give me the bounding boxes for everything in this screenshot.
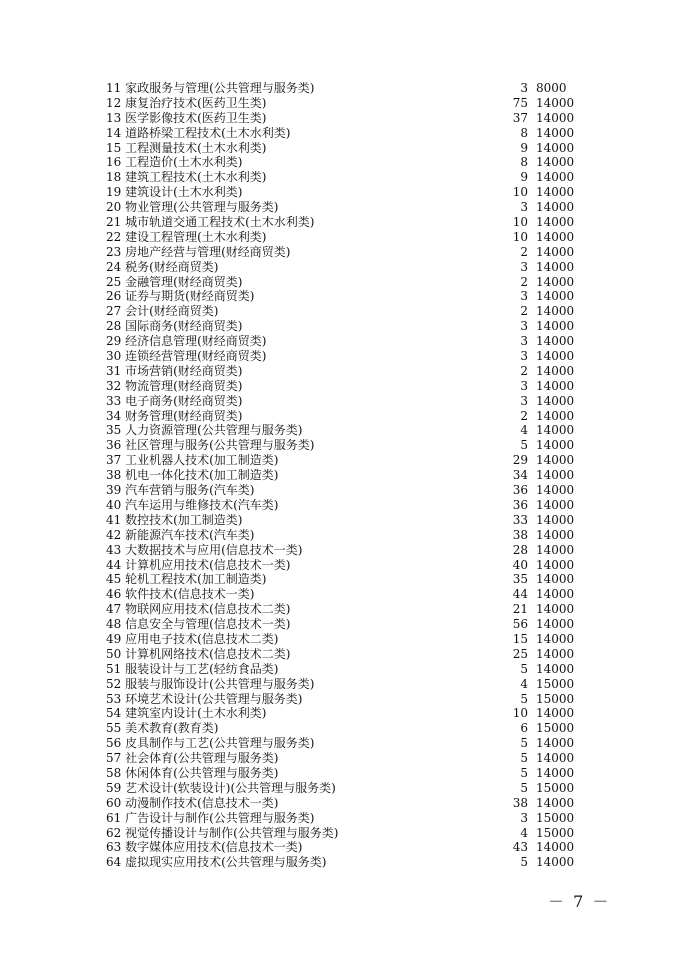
- program-name: 34 财务管理(财经商贸类): [106, 408, 243, 423]
- table-row: [106, 677, 576, 692]
- tuition-fee: 14000: [536, 140, 575, 155]
- tuition-fee: 14000: [536, 736, 575, 751]
- enrollment-count: 38: [512, 527, 528, 542]
- program-name: 41 数控技术(加工制造类): [106, 512, 243, 527]
- program-name: 33 电子商务(财经商贸类): [106, 393, 243, 408]
- program-name: 55 美术教育(教育类): [106, 721, 219, 736]
- table-row: [106, 304, 576, 319]
- enrollment-count: 37: [512, 110, 528, 125]
- tuition-fee: 14000: [536, 527, 575, 542]
- table-row: [106, 706, 576, 721]
- enrollment-count: 5: [520, 855, 528, 870]
- enrollment-count: 40: [512, 557, 528, 572]
- enrollment-count: 4: [520, 423, 528, 438]
- table-row: [106, 215, 576, 230]
- program-name: 38 机电一体化技术(加工制造类): [106, 468, 279, 483]
- enrollment-count: 4: [520, 676, 528, 691]
- tuition-fee: 15000: [536, 691, 575, 706]
- enrollment-count: 75: [512, 95, 528, 110]
- program-name: 27 会计(财经商贸类): [106, 304, 219, 319]
- tuition-fee: 14000: [536, 438, 575, 453]
- enrollment-count: 3: [520, 259, 528, 274]
- program-name: 37 工业机器人技术(加工制造类): [106, 453, 279, 468]
- table-row: [106, 155, 576, 170]
- table-row: [106, 200, 576, 215]
- enrollment-count: 15: [512, 631, 528, 646]
- tuition-fee: 15000: [536, 780, 575, 795]
- enrollment-count: 10: [512, 229, 528, 244]
- table-row: [106, 289, 576, 304]
- program-name: 48 信息安全与管理(信息技术一类): [106, 617, 291, 632]
- tuition-fee: 14000: [536, 587, 575, 602]
- tuition-fee: 14000: [536, 706, 575, 721]
- table-row: [106, 692, 576, 707]
- program-name: 12 康复治疗技术(医药卫生类): [106, 95, 267, 110]
- enrollment-count: 5: [520, 751, 528, 766]
- enrollment-count: 29: [512, 453, 528, 468]
- enrollment-count: 3: [520, 810, 528, 825]
- table-row: [106, 245, 576, 260]
- program-name: 61 广告设计与制作(公共管理与服务类): [106, 810, 315, 825]
- program-name: 25 金融管理(财经商贸类): [106, 274, 243, 289]
- tuition-fee: 14000: [536, 572, 575, 587]
- table-row: [106, 721, 576, 736]
- table-row: [106, 528, 576, 543]
- enrollment-count: 6: [520, 721, 528, 736]
- tuition-fee: 14000: [536, 229, 575, 244]
- table-row: [106, 230, 576, 245]
- enrollment-count: 5: [520, 780, 528, 795]
- program-name: 53 环境艺术设计(公共管理与服务类): [106, 691, 303, 706]
- table-row: [106, 647, 576, 662]
- tuition-fee: 15000: [536, 825, 575, 840]
- tuition-fee: 14000: [536, 661, 575, 676]
- table-row: [106, 766, 576, 781]
- tuition-fee: 8000: [536, 81, 567, 95]
- tuition-fee: 14000: [536, 170, 575, 185]
- table-row: [106, 349, 576, 364]
- enrollment-count: 34: [512, 468, 528, 483]
- tuition-fee: 14000: [536, 468, 575, 483]
- tuition-fee: 14000: [536, 483, 575, 498]
- tuition-fee: 14000: [536, 408, 575, 423]
- enrollment-count: 3: [520, 289, 528, 304]
- table-row: [106, 364, 576, 379]
- program-name: 23 房地产经营与管理(财经商贸类): [106, 244, 291, 259]
- tuition-fee: 14000: [536, 110, 575, 125]
- tuition-fee: 14000: [536, 155, 575, 170]
- enrollment-count: 2: [520, 363, 528, 378]
- program-name: 62 视觉传播设计与制作(公共管理与服务类): [106, 825, 339, 840]
- enrollment-count: 4: [520, 825, 528, 840]
- enrollment-count: 5: [520, 438, 528, 453]
- program-name: 43 大数据技术与应用(信息技术一类): [106, 542, 303, 557]
- enrollment-count: 9: [520, 140, 528, 155]
- tuition-fee: 14000: [536, 378, 575, 393]
- program-name: 57 社会体育(公共管理与服务类): [106, 751, 279, 766]
- enrollment-count: 3: [520, 81, 528, 95]
- program-name: 59 艺术设计(软装设计)(公共管理与服务类): [106, 780, 336, 795]
- tuition-fee: 15000: [536, 676, 575, 691]
- enrollment-count: 3: [520, 334, 528, 349]
- tuition-fee: 14000: [536, 512, 575, 527]
- table-row: [106, 319, 576, 334]
- program-name: 36 社区管理与服务(公共管理与服务类): [106, 438, 315, 453]
- table-row: [106, 185, 576, 200]
- enrollment-count: 5: [520, 765, 528, 780]
- tuition-fee: 14000: [536, 125, 575, 140]
- enrollment-count: 3: [520, 319, 528, 334]
- table-row: [106, 811, 576, 826]
- program-name: 16 工程造价(土木水利类): [106, 155, 243, 170]
- enrollment-count: 10: [512, 706, 528, 721]
- table-row: [106, 796, 576, 811]
- enrollment-count: 5: [520, 661, 528, 676]
- enrollment-count: 3: [520, 200, 528, 215]
- program-name: 21 城市轨道交通工程技术(土木水利类): [106, 215, 315, 230]
- program-name: 35 人力资源管理(公共管理与服务类): [106, 423, 303, 438]
- program-name: 30 连锁经营管理(财经商贸类): [106, 349, 267, 364]
- program-name: 22 建设工程管理(土木水利类): [106, 229, 267, 244]
- enrollment-count: 8: [520, 125, 528, 140]
- tuition-fee: 14000: [536, 393, 575, 408]
- tuition-fee: 14000: [536, 542, 575, 557]
- table-row: [106, 453, 576, 468]
- enrollment-count: 25: [512, 646, 528, 661]
- table-row: [106, 111, 576, 126]
- enrollment-count: 3: [520, 378, 528, 393]
- table-row: [106, 855, 576, 870]
- enrollment-count: 44: [512, 587, 528, 602]
- table-row: [106, 840, 576, 855]
- program-name: 18 建筑工程技术(土木水利类): [106, 170, 267, 185]
- enrollment-count: 10: [512, 185, 528, 200]
- tuition-fee: 14000: [536, 765, 575, 780]
- enrollment-count: 9: [520, 170, 528, 185]
- table-row: [106, 826, 576, 841]
- tuition-fee: 14000: [536, 289, 575, 304]
- tuition-fee: 14000: [536, 751, 575, 766]
- tuition-fee: 14000: [536, 557, 575, 572]
- program-name: 49 应用电子技术(信息技术二类): [106, 631, 279, 646]
- enrollment-count: 2: [520, 304, 528, 319]
- table-row: [106, 438, 576, 453]
- table-row: [106, 632, 576, 647]
- tuition-fee: 14000: [536, 497, 575, 512]
- table-row: [106, 558, 576, 573]
- table-row: [106, 170, 576, 185]
- tuition-fee: 14000: [536, 840, 575, 855]
- table-row: [106, 468, 576, 483]
- table-row: [106, 483, 576, 498]
- tuition-fee: 14000: [536, 95, 575, 110]
- program-name: 63 数字媒体应用技术(信息技术一类): [106, 840, 303, 855]
- tuition-fee: 14000: [536, 855, 575, 870]
- program-table: [106, 81, 576, 870]
- program-name: 64 虚拟现实应用技术(公共管理与服务类): [106, 855, 327, 870]
- program-name: 14 道路桥梁工程技术(土木水利类): [106, 125, 291, 140]
- program-name: 46 软件技术(信息技术一类): [106, 587, 255, 602]
- enrollment-count: 3: [520, 393, 528, 408]
- tuition-fee: 14000: [536, 259, 575, 274]
- enrollment-count: 33: [512, 512, 528, 527]
- program-name: 31 市场营销(财经商贸类): [106, 363, 243, 378]
- enrollment-count: 5: [520, 736, 528, 751]
- enrollment-count: 2: [520, 408, 528, 423]
- table-row: [106, 260, 576, 275]
- program-name: 13 医学影像技术(医药卫生类): [106, 110, 267, 125]
- tuition-fee: 14000: [536, 349, 575, 364]
- tuition-fee: 14000: [536, 200, 575, 215]
- program-name: 42 新能源汽车技术(汽车类): [106, 527, 255, 542]
- table-row: [106, 275, 576, 290]
- enrollment-count: 36: [512, 497, 528, 512]
- tuition-fee: 14000: [536, 244, 575, 259]
- table-row: [106, 736, 576, 751]
- table-row: [106, 379, 576, 394]
- program-name: 47 物联网应用技术(信息技术二类): [106, 602, 291, 617]
- enrollment-count: 5: [520, 691, 528, 706]
- table-row: [106, 141, 576, 156]
- table-row: [106, 602, 576, 617]
- enrollment-count: 2: [520, 274, 528, 289]
- table-row: [106, 423, 576, 438]
- tuition-fee: 14000: [536, 185, 575, 200]
- enrollment-count: 3: [520, 349, 528, 364]
- table-row: [106, 617, 576, 632]
- program-name: 11 家政服务与管理(公共管理与服务类): [106, 81, 315, 95]
- program-name: 58 休闲体育(公共管理与服务类): [106, 765, 279, 780]
- program-name: 20 物业管理(公共管理与服务类): [106, 200, 279, 215]
- tuition-fee: 14000: [536, 319, 575, 334]
- program-name: 56 皮具制作与工艺(公共管理与服务类): [106, 736, 315, 751]
- table-row: [106, 751, 576, 766]
- enrollment-count: 28: [512, 542, 528, 557]
- tuition-fee: 14000: [536, 304, 575, 319]
- program-name: 29 经济信息管理(财经商贸类): [106, 334, 267, 349]
- table-row: [106, 662, 576, 677]
- tuition-fee: 14000: [536, 423, 575, 438]
- tuition-fee: 14000: [536, 274, 575, 289]
- table-row: [106, 587, 576, 602]
- enrollment-count: 43: [512, 840, 528, 855]
- tuition-fee: 14000: [536, 215, 575, 230]
- table-row: [106, 572, 576, 587]
- program-name: 45 轮机工程技术(加工制造类): [106, 572, 267, 587]
- tuition-fee: 14000: [536, 631, 575, 646]
- program-name: 15 工程测量技术(土木水利类): [106, 140, 267, 155]
- program-name: 51 服装设计与工艺(轻纺食品类): [106, 661, 279, 676]
- program-name: 24 税务(财经商贸类): [106, 259, 219, 274]
- program-name: 32 物流管理(财经商贸类): [106, 378, 243, 393]
- table-row: [106, 81, 576, 96]
- enrollment-count: 36: [512, 483, 528, 498]
- tuition-fee: 14000: [536, 602, 575, 617]
- table-row: [106, 513, 576, 528]
- table-row: [106, 126, 576, 141]
- program-name: 60 动漫制作技术(信息技术一类): [106, 795, 279, 810]
- program-name: 44 计算机应用技术(信息技术一类): [106, 557, 291, 572]
- enrollment-count: 35: [512, 572, 528, 587]
- tuition-fee: 14000: [536, 617, 575, 632]
- enrollment-count: 56: [512, 617, 528, 632]
- tuition-fee: 15000: [536, 810, 575, 825]
- enrollment-count: 38: [512, 795, 528, 810]
- program-name: 40 汽车运用与维修技术(汽车类): [106, 497, 279, 512]
- program-name: 52 服装与服饰设计(公共管理与服务类): [106, 676, 315, 691]
- table-row: [106, 543, 576, 558]
- table-row: [106, 394, 576, 409]
- program-name: 19 建筑设计(土木水利类): [106, 185, 243, 200]
- table-row: [106, 334, 576, 349]
- table-row: [106, 96, 576, 111]
- tuition-fee: 14000: [536, 646, 575, 661]
- table-row: [106, 409, 576, 424]
- program-name: 28 国际商务(财经商贸类): [106, 319, 243, 334]
- table-row: [106, 498, 576, 513]
- program-name: 54 建筑室内设计(土木水利类): [106, 706, 267, 721]
- enrollment-count: 21: [512, 602, 528, 617]
- tuition-fee: 14000: [536, 453, 575, 468]
- page-number: － 7 －: [548, 892, 611, 911]
- tuition-fee: 14000: [536, 334, 575, 349]
- enrollment-count: 2: [520, 244, 528, 259]
- table-row: [106, 781, 576, 796]
- program-name: 39 汽车营销与服务(汽车类): [106, 483, 255, 498]
- tuition-fee: 14000: [536, 795, 575, 810]
- program-name: 26 证券与期货(财经商贸类): [106, 289, 255, 304]
- tuition-fee: 14000: [536, 363, 575, 378]
- tuition-fee: 15000: [536, 721, 575, 736]
- enrollment-count: 10: [512, 215, 528, 230]
- enrollment-count: 8: [520, 155, 528, 170]
- program-name: 50 计算机网络技术(信息技术二类): [106, 646, 291, 661]
